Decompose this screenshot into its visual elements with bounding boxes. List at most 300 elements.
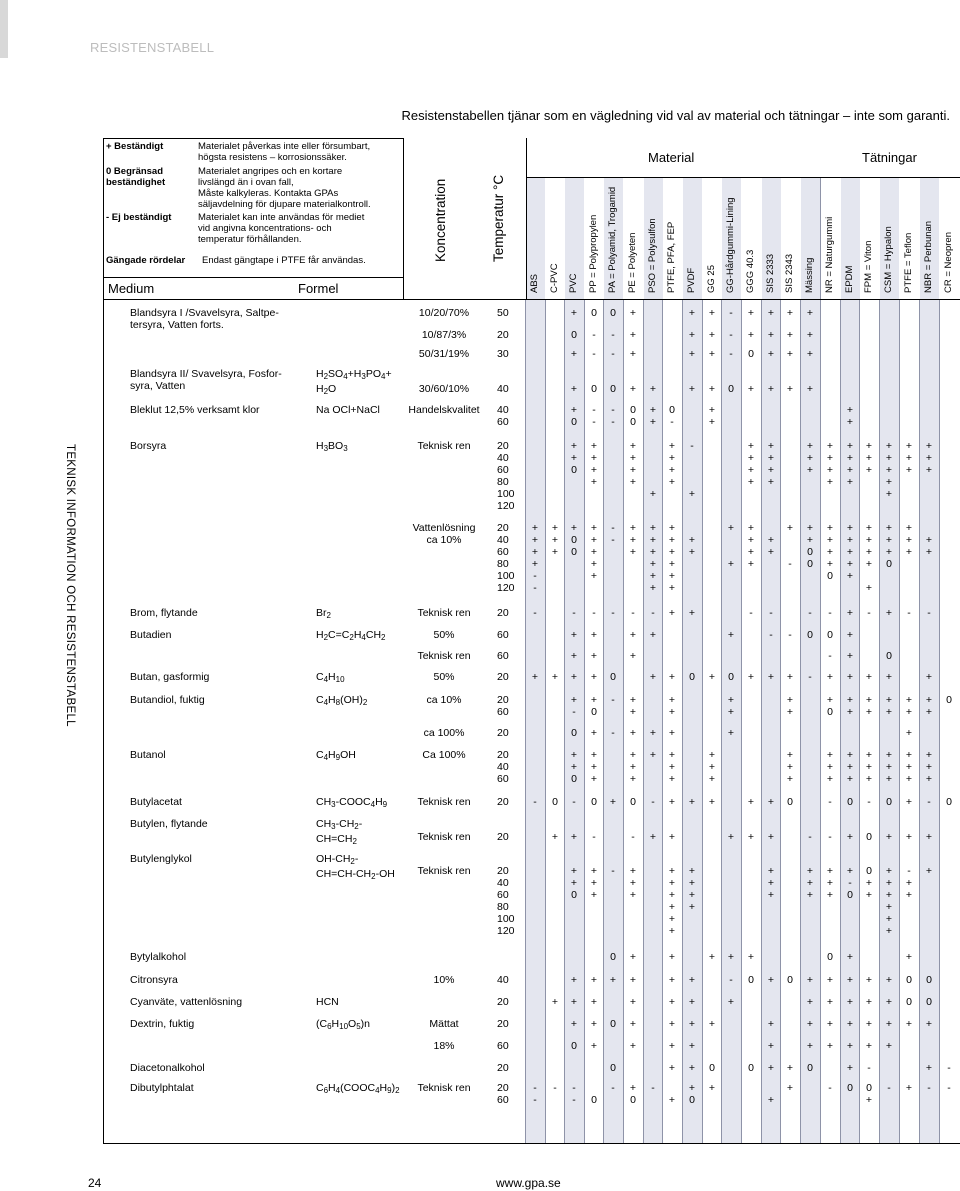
resistance-mark: 0 bbox=[827, 629, 833, 641]
resistance-mark: + bbox=[806, 307, 814, 319]
resistance-mark: + bbox=[668, 901, 676, 913]
resistance-mark: + bbox=[826, 476, 834, 488]
table-rule bbox=[103, 138, 403, 139]
resistance-mark: + bbox=[786, 522, 794, 534]
resistance-mark: + bbox=[590, 570, 598, 582]
resistance-mark: + bbox=[846, 749, 854, 761]
resistance-mark: + bbox=[905, 796, 913, 808]
temperature: 60 bbox=[497, 416, 509, 428]
resistance-mark: 0 bbox=[748, 1062, 754, 1074]
group-seals: Tätningar bbox=[862, 150, 917, 165]
resistance-mark: 0 bbox=[591, 796, 597, 808]
medium-name: Blandsyra I /Svavelsyra, Saltpe- bbox=[130, 307, 279, 319]
column-header: FPM = Viton bbox=[863, 240, 874, 293]
resistance-mark: + bbox=[846, 546, 854, 558]
page-number: 24 bbox=[88, 1176, 102, 1190]
resistance-mark: 0 bbox=[926, 974, 932, 986]
resistance-mark: + bbox=[865, 546, 873, 558]
concentration: Teknisk ren bbox=[417, 650, 471, 662]
resistance-mark: - bbox=[808, 831, 812, 843]
resistance-mark: + bbox=[925, 1062, 933, 1074]
resistance-mark: - bbox=[867, 1062, 871, 1074]
resistance-mark: + bbox=[570, 865, 578, 877]
resistance-mark: - bbox=[907, 607, 911, 619]
temperature: 40 bbox=[497, 534, 509, 546]
resistance-mark: 0 bbox=[787, 796, 793, 808]
resistance-mark: + bbox=[885, 452, 893, 464]
resistance-mark: + bbox=[688, 889, 696, 901]
resistance-mark: + bbox=[885, 694, 893, 706]
resistance-mark: - bbox=[611, 607, 615, 619]
resistance-mark: + bbox=[846, 773, 854, 785]
resistance-mark: + bbox=[806, 452, 814, 464]
resistance-mark: + bbox=[668, 913, 676, 925]
resistance-mark: + bbox=[885, 913, 893, 925]
resistance-mark: - bbox=[533, 607, 537, 619]
resistance-mark: + bbox=[590, 476, 598, 488]
resistance-mark: + bbox=[826, 1040, 834, 1052]
resistance-mark: + bbox=[885, 534, 893, 546]
resistance-mark: + bbox=[727, 522, 735, 534]
resistance-mark: + bbox=[629, 1082, 637, 1094]
resistance-mark: 0 bbox=[610, 951, 616, 963]
resistance-mark: - bbox=[533, 582, 537, 594]
resistance-mark: - bbox=[828, 607, 832, 619]
resistance-mark: + bbox=[629, 440, 637, 452]
resistance-mark: + bbox=[865, 974, 873, 986]
resistance-mark: + bbox=[649, 727, 657, 739]
resistance-mark: + bbox=[905, 1018, 913, 1030]
resistance-mark: + bbox=[649, 522, 657, 534]
temperature: 60 bbox=[497, 1040, 509, 1052]
column-header: SIS 2333 bbox=[765, 253, 776, 293]
resistance-mark: + bbox=[806, 464, 814, 476]
resistance-mark: + bbox=[688, 1062, 696, 1074]
resistance-mark: + bbox=[806, 877, 814, 889]
legend-text: temperatur förhållanden. bbox=[198, 234, 302, 245]
resistance-mark: 0 bbox=[610, 383, 616, 395]
footer-url: www.gpa.se bbox=[496, 1176, 561, 1190]
resistance-mark: + bbox=[688, 877, 696, 889]
resistance-mark: 0 bbox=[748, 348, 754, 360]
resistance-mark: + bbox=[925, 773, 933, 785]
resistance-mark: + bbox=[629, 629, 637, 641]
resistance-mark: + bbox=[865, 706, 873, 718]
concentration: 10% bbox=[433, 974, 455, 986]
temperature: 40 bbox=[497, 974, 509, 986]
resistance-mark: + bbox=[590, 558, 598, 570]
resistance-mark: 0 bbox=[827, 951, 833, 963]
resistance-mark: + bbox=[629, 706, 637, 718]
legend-key: + Beständigt bbox=[106, 141, 164, 152]
resistance-mark: + bbox=[629, 383, 637, 395]
resistance-mark: 0 bbox=[866, 1082, 872, 1094]
resistance-mark: + bbox=[629, 877, 637, 889]
resistance-mark: - bbox=[611, 727, 615, 739]
formula: $C_6H_4(COOC_4H_9)_2$ bbox=[316, 1082, 400, 1095]
concentration: 30/60/10% bbox=[418, 383, 470, 395]
medium-name: Diacetonalkohol bbox=[130, 1062, 205, 1074]
resistance-mark: + bbox=[846, 761, 854, 773]
resistance-mark: + bbox=[826, 522, 834, 534]
resistance-mark: + bbox=[688, 307, 696, 319]
resistance-mark: 0 bbox=[571, 464, 577, 476]
temperature: 40 bbox=[497, 877, 509, 889]
formula: $H_3BO_3$ bbox=[316, 440, 348, 453]
temperature: 20 bbox=[497, 796, 509, 808]
resistance-mark: + bbox=[668, 1094, 676, 1106]
resistance-mark: + bbox=[629, 650, 637, 662]
resistance-mark: + bbox=[925, 865, 933, 877]
resistance-mark: + bbox=[688, 974, 696, 986]
resistance-mark: + bbox=[629, 694, 637, 706]
resistance-mark: - bbox=[828, 831, 832, 843]
resistance-mark: 0 bbox=[571, 416, 577, 428]
resistance-mark: + bbox=[688, 383, 696, 395]
resistance-mark: + bbox=[590, 773, 598, 785]
formula: $C_4H_{10}$ bbox=[316, 671, 345, 684]
temperature: 100 bbox=[497, 913, 515, 925]
resistance-mark: 0 bbox=[847, 1082, 853, 1094]
resistance-mark: 0 bbox=[926, 996, 932, 1008]
resistance-mark: + bbox=[865, 534, 873, 546]
resistance-mark: + bbox=[846, 951, 854, 963]
resistance-mark: + bbox=[649, 749, 657, 761]
resistance-mark: + bbox=[767, 440, 775, 452]
resistance-mark: + bbox=[570, 996, 578, 1008]
resistance-mark: 0 bbox=[906, 996, 912, 1008]
resistance-mark: + bbox=[668, 951, 676, 963]
resistance-mark: - bbox=[572, 1094, 576, 1106]
resistance-mark: + bbox=[865, 749, 873, 761]
resistance-mark: + bbox=[708, 404, 716, 416]
resistance-mark: + bbox=[925, 706, 933, 718]
medium-name: Dextrin, fuktig bbox=[130, 1018, 195, 1030]
resistance-mark: + bbox=[846, 650, 854, 662]
resistance-mark: + bbox=[570, 974, 578, 986]
resistance-mark: + bbox=[905, 522, 913, 534]
resistance-mark: + bbox=[590, 522, 598, 534]
resistance-mark: + bbox=[905, 694, 913, 706]
resistance-mark: + bbox=[747, 546, 755, 558]
resistance-mark: + bbox=[865, 582, 873, 594]
resistance-mark: + bbox=[846, 452, 854, 464]
resistance-mark: + bbox=[925, 534, 933, 546]
resistance-mark: - bbox=[533, 796, 537, 808]
resistance-mark: 0 bbox=[630, 796, 636, 808]
resistance-mark: + bbox=[649, 570, 657, 582]
resistance-mark: - bbox=[729, 307, 733, 319]
resistance-mark: + bbox=[786, 761, 794, 773]
column-header: PSO = Polysulfon bbox=[647, 218, 658, 293]
resistance-mark: + bbox=[570, 694, 578, 706]
resistance-mark: + bbox=[668, 1018, 676, 1030]
resistance-mark: + bbox=[629, 307, 637, 319]
resistance-mark: + bbox=[629, 761, 637, 773]
resistance-mark: + bbox=[668, 889, 676, 901]
resistance-mark: + bbox=[668, 773, 676, 785]
resistance-mark: + bbox=[727, 727, 735, 739]
resistance-mark: + bbox=[885, 476, 893, 488]
resistance-mark: + bbox=[865, 889, 873, 901]
temperature: 40 bbox=[497, 452, 509, 464]
resistance-mark: + bbox=[747, 671, 755, 683]
resistance-mark: 0 bbox=[827, 706, 833, 718]
temperature: 20 bbox=[497, 996, 509, 1008]
resistance-mark: + bbox=[629, 1018, 637, 1030]
resistance-mark: - bbox=[533, 570, 537, 582]
medium-name: Brom, flytande bbox=[130, 607, 198, 619]
resistance-mark: + bbox=[747, 534, 755, 546]
resistance-mark: - bbox=[611, 348, 615, 360]
medium-name: Butadien bbox=[130, 629, 172, 641]
column-header: GG-Hårdgummi-Lining bbox=[725, 197, 736, 293]
concentration: Teknisk ren bbox=[417, 1082, 471, 1094]
resistance-mark: 0 bbox=[807, 629, 813, 641]
resistance-mark: + bbox=[905, 877, 913, 889]
resistance-mark: + bbox=[885, 996, 893, 1008]
resistance-mark: + bbox=[629, 464, 637, 476]
resistance-mark: + bbox=[590, 464, 598, 476]
resistance-mark: + bbox=[925, 761, 933, 773]
table-rule bbox=[403, 138, 404, 300]
resistance-mark: + bbox=[570, 522, 578, 534]
resistance-mark: - bbox=[592, 348, 596, 360]
resistance-mark: 0 bbox=[591, 1094, 597, 1106]
formula: $C_4H_8(OH)_2$ bbox=[316, 694, 368, 707]
concentration: 50% bbox=[433, 629, 455, 641]
resistance-mark: + bbox=[925, 694, 933, 706]
resistance-mark: + bbox=[688, 329, 696, 341]
resistance-mark: + bbox=[551, 671, 559, 683]
resistance-mark: + bbox=[590, 877, 598, 889]
resistance-mark: + bbox=[767, 464, 775, 476]
resistance-mark: + bbox=[668, 877, 676, 889]
resistance-mark: + bbox=[668, 582, 676, 594]
temperature: 20 bbox=[497, 831, 509, 843]
resistance-mark: + bbox=[865, 452, 873, 464]
resistance-mark: + bbox=[668, 534, 676, 546]
resistance-mark: - bbox=[553, 1082, 557, 1094]
resistance-mark: + bbox=[865, 671, 873, 683]
page-header: RESISTENSTABELL bbox=[90, 40, 215, 55]
formula: Na OCl+NaCl bbox=[316, 404, 380, 416]
column-header: SIS 2343 bbox=[784, 253, 795, 293]
table-rule bbox=[526, 138, 527, 300]
temperature: 20 bbox=[497, 694, 509, 706]
resistance-mark: + bbox=[905, 1082, 913, 1094]
resistance-mark: + bbox=[925, 464, 933, 476]
resistance-mark: + bbox=[885, 865, 893, 877]
header-concentration: Koncentration bbox=[433, 178, 448, 262]
resistance-mark: - bbox=[533, 1094, 537, 1106]
resistance-mark: - bbox=[592, 404, 596, 416]
table-rule bbox=[103, 299, 960, 300]
resistance-mark: + bbox=[846, 570, 854, 582]
column-header: EPDM bbox=[844, 265, 855, 293]
resistance-mark: - bbox=[729, 348, 733, 360]
column-header: PP = Polypropylen bbox=[588, 214, 599, 293]
resistance-mark: + bbox=[649, 558, 657, 570]
resistance-mark: + bbox=[747, 329, 755, 341]
resistance-mark: + bbox=[885, 671, 893, 683]
resistance-mark: + bbox=[885, 464, 893, 476]
resistance-mark: + bbox=[846, 534, 854, 546]
resistance-mark: - bbox=[572, 706, 576, 718]
resistance-mark: + bbox=[806, 348, 814, 360]
resistance-mark: 0 bbox=[807, 546, 813, 558]
resistance-mark: + bbox=[925, 452, 933, 464]
resistance-mark: + bbox=[668, 706, 676, 718]
resistance-mark: - bbox=[828, 650, 832, 662]
column-header: GGG 40.3 bbox=[745, 249, 756, 293]
resistance-mark: - bbox=[611, 522, 615, 534]
resistance-mark: 0 bbox=[728, 671, 734, 683]
resistance-mark: + bbox=[806, 1018, 814, 1030]
resistance-mark: + bbox=[767, 348, 775, 360]
resistance-mark: + bbox=[846, 1040, 854, 1052]
header-medium: Medium bbox=[108, 281, 155, 296]
resistance-mark: + bbox=[846, 865, 854, 877]
temperature: 40 bbox=[497, 404, 509, 416]
resistance-mark: + bbox=[590, 749, 598, 761]
column-header: PVDF bbox=[686, 267, 697, 293]
resistance-mark: + bbox=[590, 440, 598, 452]
resistance-mark: 0 bbox=[866, 831, 872, 843]
resistance-mark: + bbox=[668, 1040, 676, 1052]
resistance-mark: + bbox=[905, 546, 913, 558]
formula: $Br_2$ bbox=[316, 607, 331, 620]
resistance-mark: - bbox=[670, 416, 674, 428]
resistance-mark: + bbox=[688, 796, 696, 808]
resistance-mark: 0 bbox=[886, 650, 892, 662]
concentration: 50/31/19% bbox=[418, 348, 470, 360]
resistance-mark: + bbox=[885, 877, 893, 889]
resistance-mark: + bbox=[767, 831, 775, 843]
resistance-mark: + bbox=[885, 889, 893, 901]
resistance-mark: + bbox=[727, 558, 735, 570]
resistance-mark: + bbox=[885, 749, 893, 761]
resistance-mark: + bbox=[590, 650, 598, 662]
medium-name: Butanol bbox=[130, 749, 166, 761]
resistance-mark: + bbox=[649, 671, 657, 683]
legend-text: Måste kalkyleras. Kontakta GPAs bbox=[198, 188, 339, 199]
resistance-mark: + bbox=[786, 329, 794, 341]
resistance-mark: 0 bbox=[591, 307, 597, 319]
resistance-mark: + bbox=[570, 671, 578, 683]
resistance-mark: + bbox=[668, 974, 676, 986]
resistance-mark: + bbox=[767, 796, 775, 808]
resistance-mark: + bbox=[826, 974, 834, 986]
table-rule bbox=[526, 177, 960, 178]
resistance-mark: + bbox=[570, 749, 578, 761]
medium-name: Bytylalkohol bbox=[130, 951, 187, 963]
temperature: 30 bbox=[497, 348, 509, 360]
resistance-mark: + bbox=[570, 629, 578, 641]
resistance-mark: + bbox=[905, 727, 913, 739]
resistance-mark: - bbox=[848, 877, 852, 889]
resistance-mark: + bbox=[846, 558, 854, 570]
resistance-mark: + bbox=[590, 974, 598, 986]
resistance-mark: + bbox=[865, 440, 873, 452]
medium-name: Dibutylphtalat bbox=[130, 1082, 194, 1094]
resistance-mark: + bbox=[609, 796, 617, 808]
resistance-mark: 0 bbox=[571, 889, 577, 901]
resistance-mark: + bbox=[767, 307, 775, 319]
resistance-mark: + bbox=[570, 831, 578, 843]
resistance-mark: - bbox=[947, 1062, 951, 1074]
resistance-mark: - bbox=[788, 558, 792, 570]
medium-name: syra, Vatten bbox=[130, 380, 186, 392]
resistance-mark: + bbox=[846, 694, 854, 706]
resistance-mark: + bbox=[708, 749, 716, 761]
resistance-mark: + bbox=[727, 996, 735, 1008]
resistance-mark: + bbox=[806, 889, 814, 901]
resistance-mark: + bbox=[551, 534, 559, 546]
resistance-mark: + bbox=[668, 546, 676, 558]
resistance-mark: + bbox=[668, 671, 676, 683]
resistance-mark: 0 bbox=[866, 865, 872, 877]
resistance-mark: - bbox=[947, 1082, 951, 1094]
resistance-mark: + bbox=[826, 877, 834, 889]
temperature: 20 bbox=[497, 607, 509, 619]
resistance-mark: 0 bbox=[610, 1062, 616, 1074]
resistance-mark: + bbox=[629, 865, 637, 877]
temperature: 20 bbox=[497, 865, 509, 877]
legend-text: högsta resistens – korrosionssäker. bbox=[198, 152, 347, 163]
concentration: ca 100% bbox=[423, 727, 465, 739]
resistance-mark: 0 bbox=[847, 889, 853, 901]
resistance-mark: + bbox=[865, 558, 873, 570]
resistance-mark: + bbox=[747, 796, 755, 808]
resistance-mark: - bbox=[828, 1082, 832, 1094]
resistance-mark: + bbox=[905, 464, 913, 476]
resistance-mark: + bbox=[767, 452, 775, 464]
temperature: 20 bbox=[497, 749, 509, 761]
resistance-mark: + bbox=[767, 1040, 775, 1052]
resistance-mark: + bbox=[649, 582, 657, 594]
temperature: 50 bbox=[497, 307, 509, 319]
temperature: 60 bbox=[497, 773, 509, 785]
column-header: PVC bbox=[568, 273, 579, 293]
resistance-mark: + bbox=[747, 476, 755, 488]
intro-text: Resistenstabellen tjänar som en vägledning vid val av material och tätningar – inte som garanti. bbox=[401, 108, 950, 123]
resistance-mark: + bbox=[649, 629, 657, 641]
resistance-mark: + bbox=[531, 671, 539, 683]
resistance-mark: + bbox=[590, 1018, 598, 1030]
medium-name: Butylenglykol bbox=[130, 853, 192, 865]
resistance-mark: + bbox=[688, 546, 696, 558]
formula: $CH_3-CH_2-$ $CH=CH_2$ bbox=[316, 818, 363, 846]
resistance-mark: - bbox=[749, 607, 753, 619]
resistance-mark: + bbox=[570, 452, 578, 464]
resistance-mark: + bbox=[885, 761, 893, 773]
concentration: 10/87/3% bbox=[421, 329, 467, 341]
medium-name: Butylacetat bbox=[130, 796, 182, 808]
resistance-mark: + bbox=[767, 1018, 775, 1030]
resistance-mark: + bbox=[865, 694, 873, 706]
resistance-mark: + bbox=[708, 761, 716, 773]
concentration: 50% bbox=[433, 671, 455, 683]
resistance-mark: + bbox=[649, 404, 657, 416]
resistance-mark: + bbox=[925, 1018, 933, 1030]
resistance-mark: + bbox=[590, 671, 598, 683]
resistance-mark: + bbox=[708, 951, 716, 963]
concentration: Teknisk ren bbox=[417, 440, 471, 452]
resistance-mark: + bbox=[629, 1040, 637, 1052]
resistance-mark: + bbox=[885, 607, 893, 619]
formula: HCN bbox=[316, 996, 339, 1008]
